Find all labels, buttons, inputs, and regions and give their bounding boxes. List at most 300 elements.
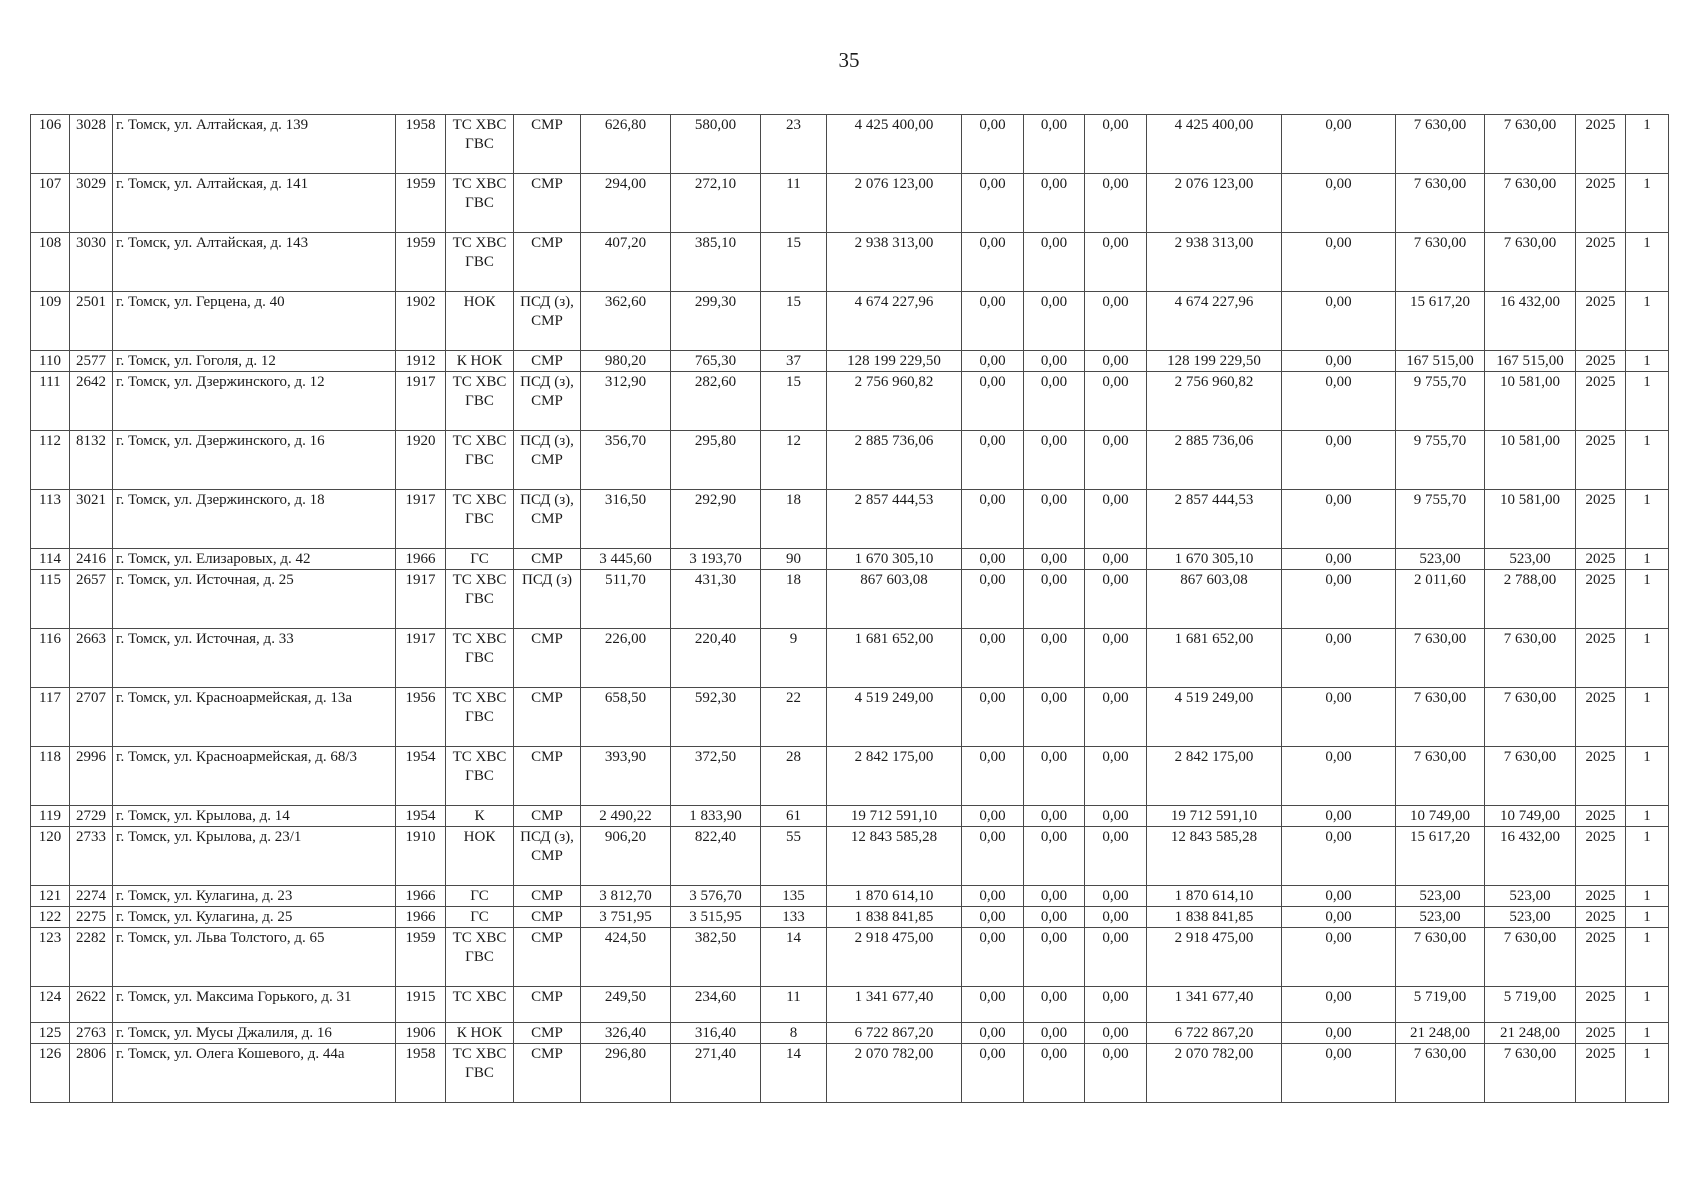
- residential-area-cell: 3 576,70: [671, 886, 761, 907]
- max-unit-cost-cell: 10 581,00: [1485, 431, 1576, 490]
- work-type-cell: СМР: [514, 115, 581, 174]
- build-year-cell: 1959: [396, 233, 446, 292]
- house-id-cell: 2501: [70, 292, 113, 351]
- fund-cell: 0,00: [1024, 987, 1085, 1023]
- total-cost-cell: 2 938 313,00: [827, 233, 962, 292]
- total-area-cell: 294,00: [581, 174, 671, 233]
- house-id-cell: 2733: [70, 827, 113, 886]
- build-year-cell: 1954: [396, 806, 446, 827]
- other-cost-cell: 0,00: [1282, 806, 1396, 827]
- residents-cell: 11: [761, 174, 827, 233]
- residents-cell: 15: [761, 233, 827, 292]
- residential-area-cell: 382,50: [671, 928, 761, 987]
- residents-cell: 15: [761, 292, 827, 351]
- build-year-cell: 1959: [396, 928, 446, 987]
- unit-cost-cell: 7 630,00: [1396, 174, 1485, 233]
- fund-cell: 0,00: [962, 1044, 1024, 1103]
- fund-cell: 0,00: [1024, 1044, 1085, 1103]
- unit-cost-cell: 15 617,20: [1396, 827, 1485, 886]
- other-cost-cell: 0,00: [1282, 886, 1396, 907]
- fund-cell: 0,00: [962, 570, 1024, 629]
- fund-cell: 0,00: [1024, 174, 1085, 233]
- fund-cell: 0,00: [1024, 570, 1085, 629]
- work-type-cell: СМР: [514, 688, 581, 747]
- other-cost-cell: 0,00: [1282, 747, 1396, 806]
- max-unit-cost-cell: 7 630,00: [1485, 747, 1576, 806]
- residents-cell: 23: [761, 115, 827, 174]
- residential-area-cell: 282,60: [671, 372, 761, 431]
- work-type-cell: СМР: [514, 747, 581, 806]
- house-id-cell: 3030: [70, 233, 113, 292]
- total-cost-cell: 1 870 614,10: [827, 886, 962, 907]
- plan-year-cell: 2025: [1576, 292, 1626, 351]
- max-unit-cost-cell: 7 630,00: [1485, 115, 1576, 174]
- work-type-cell: ПСД (з), СМР: [514, 292, 581, 351]
- owners-cost-cell: 2 885 736,06: [1147, 431, 1282, 490]
- fund-cell: 0,00: [1024, 629, 1085, 688]
- fund-cell: 0,00: [1024, 907, 1085, 928]
- total-cost-cell: 1 838 841,85: [827, 907, 962, 928]
- fund-cell: 0,00: [962, 629, 1024, 688]
- house-id-cell: 2657: [70, 570, 113, 629]
- owners-cost-cell: 128 199 229,50: [1147, 351, 1282, 372]
- address-cell: г. Томск, ул. Мусы Джалиля, д. 16: [113, 1023, 396, 1044]
- row-number-cell: 111: [31, 372, 70, 431]
- fund-cell: 0,00: [1085, 292, 1147, 351]
- residents-cell: 55: [761, 827, 827, 886]
- table-row: [31, 747, 1669, 806]
- owners-cost-cell: 4 674 227,96: [1147, 292, 1282, 351]
- row-number-cell: 125: [31, 1023, 70, 1044]
- work-type-cell: СМР: [514, 351, 581, 372]
- owners-cost-cell: 19 712 591,10: [1147, 806, 1282, 827]
- residential-area-cell: 316,40: [671, 1023, 761, 1044]
- plan-year-cell: 2025: [1576, 688, 1626, 747]
- unit-cost-cell: 21 248,00: [1396, 1023, 1485, 1044]
- house-id-cell: 2642: [70, 372, 113, 431]
- build-year-cell: 1966: [396, 549, 446, 570]
- fund-cell: 0,00: [1024, 372, 1085, 431]
- systems-cell: К НОК: [446, 1023, 514, 1044]
- residential-area-cell: 3 193,70: [671, 549, 761, 570]
- max-unit-cost-cell: 5 719,00: [1485, 987, 1576, 1023]
- other-cost-cell: 0,00: [1282, 570, 1396, 629]
- max-unit-cost-cell: 16 432,00: [1485, 292, 1576, 351]
- total-cost-cell: 19 712 591,10: [827, 806, 962, 827]
- table-row: [31, 806, 1669, 827]
- max-unit-cost-cell: 523,00: [1485, 886, 1576, 907]
- other-cost-cell: 0,00: [1282, 292, 1396, 351]
- max-unit-cost-cell: 523,00: [1485, 549, 1576, 570]
- systems-cell: ТС ХВС ГВС: [446, 570, 514, 629]
- plan-year-cell: 2025: [1576, 806, 1626, 827]
- total-area-cell: 980,20: [581, 351, 671, 372]
- unit-cost-cell: 7 630,00: [1396, 233, 1485, 292]
- table-row: [31, 886, 1669, 907]
- total-area-cell: 3 751,95: [581, 907, 671, 928]
- residents-cell: 12: [761, 431, 827, 490]
- row-number-cell: 114: [31, 549, 70, 570]
- other-cost-cell: 0,00: [1282, 987, 1396, 1023]
- row-number-cell: 108: [31, 233, 70, 292]
- row-number-cell: 122: [31, 907, 70, 928]
- work-type-cell: СМР: [514, 629, 581, 688]
- address-cell: г. Томск, ул. Олега Кошевого, д. 44а: [113, 1044, 396, 1103]
- residential-area-cell: 271,40: [671, 1044, 761, 1103]
- fund-cell: 0,00: [1085, 987, 1147, 1023]
- plan-year-cell: 2025: [1576, 827, 1626, 886]
- address-cell: г. Томск, ул. Льва Толстого, д. 65: [113, 928, 396, 987]
- fund-cell: 0,00: [962, 233, 1024, 292]
- systems-cell: ГС: [446, 549, 514, 570]
- fund-cell: 0,00: [962, 351, 1024, 372]
- residents-cell: 14: [761, 1044, 827, 1103]
- residents-cell: 9: [761, 629, 827, 688]
- total-cost-cell: 2 070 782,00: [827, 1044, 962, 1103]
- table-row: [31, 1023, 1669, 1044]
- other-cost-cell: 0,00: [1282, 490, 1396, 549]
- address-cell: г. Томск, ул. Красноармейская, д. 68/3: [113, 747, 396, 806]
- row-number-cell: 113: [31, 490, 70, 549]
- owners-cost-cell: 2 076 123,00: [1147, 174, 1282, 233]
- house-id-cell: 3028: [70, 115, 113, 174]
- total-area-cell: 362,60: [581, 292, 671, 351]
- max-unit-cost-cell: 7 630,00: [1485, 1044, 1576, 1103]
- fund-cell: 0,00: [962, 174, 1024, 233]
- house-id-cell: 2416: [70, 549, 113, 570]
- fund-cell: 0,00: [962, 806, 1024, 827]
- plan-year-cell: 2025: [1576, 1023, 1626, 1044]
- total-area-cell: 906,20: [581, 827, 671, 886]
- house-id-cell: 2763: [70, 1023, 113, 1044]
- owners-cost-cell: 2 938 313,00: [1147, 233, 1282, 292]
- table-row: [31, 907, 1669, 928]
- plan-year-cell: 2025: [1576, 570, 1626, 629]
- systems-cell: ТС ХВС ГВС: [446, 174, 514, 233]
- unit-cost-cell: 9 755,70: [1396, 490, 1485, 549]
- plan-year-cell: 2025: [1576, 629, 1626, 688]
- address-cell: г. Томск, ул. Кулагина, д. 23: [113, 886, 396, 907]
- build-year-cell: 1956: [396, 688, 446, 747]
- plan-year-cell: 2025: [1576, 747, 1626, 806]
- fund-cell: 0,00: [962, 292, 1024, 351]
- plan-year-cell: 2025: [1576, 907, 1626, 928]
- total-area-cell: 312,90: [581, 372, 671, 431]
- unit-cost-cell: 523,00: [1396, 886, 1485, 907]
- owners-cost-cell: 1 681 652,00: [1147, 629, 1282, 688]
- build-year-cell: 1959: [396, 174, 446, 233]
- plan-year-cell: 2025: [1576, 233, 1626, 292]
- work-type-cell: ПСД (з), СМР: [514, 372, 581, 431]
- unit-cost-cell: 9 755,70: [1396, 431, 1485, 490]
- row-number-cell: 110: [31, 351, 70, 372]
- total-area-cell: 2 490,22: [581, 806, 671, 827]
- row-number-cell: 123: [31, 928, 70, 987]
- row-number-cell: 115: [31, 570, 70, 629]
- fund-cell: 0,00: [1085, 629, 1147, 688]
- table-row: [31, 827, 1669, 886]
- total-cost-cell: 1 681 652,00: [827, 629, 962, 688]
- total-cost-cell: 2 918 475,00: [827, 928, 962, 987]
- fund-cell: 0,00: [1085, 1023, 1147, 1044]
- row-number-cell: 116: [31, 629, 70, 688]
- total-cost-cell: 1 341 677,40: [827, 987, 962, 1023]
- flag-cell: 1: [1626, 1023, 1669, 1044]
- flag-cell: 1: [1626, 549, 1669, 570]
- house-id-cell: 3021: [70, 490, 113, 549]
- unit-cost-cell: 10 749,00: [1396, 806, 1485, 827]
- fund-cell: 0,00: [1024, 115, 1085, 174]
- fund-cell: 0,00: [962, 372, 1024, 431]
- flag-cell: 1: [1626, 115, 1669, 174]
- work-type-cell: ПСД (з), СМР: [514, 827, 581, 886]
- max-unit-cost-cell: 7 630,00: [1485, 629, 1576, 688]
- total-area-cell: 249,50: [581, 987, 671, 1023]
- plan-year-cell: 2025: [1576, 351, 1626, 372]
- fund-cell: 0,00: [1024, 928, 1085, 987]
- fund-cell: 0,00: [962, 1023, 1024, 1044]
- plan-year-cell: 2025: [1576, 886, 1626, 907]
- total-cost-cell: 2 857 444,53: [827, 490, 962, 549]
- row-number-cell: 118: [31, 747, 70, 806]
- plan-year-cell: 2025: [1576, 1044, 1626, 1103]
- unit-cost-cell: 5 719,00: [1396, 987, 1485, 1023]
- work-type-cell: СМР: [514, 174, 581, 233]
- other-cost-cell: 0,00: [1282, 928, 1396, 987]
- fund-cell: 0,00: [1085, 747, 1147, 806]
- residential-area-cell: 272,10: [671, 174, 761, 233]
- owners-cost-cell: 867 603,08: [1147, 570, 1282, 629]
- build-year-cell: 1958: [396, 115, 446, 174]
- other-cost-cell: 0,00: [1282, 629, 1396, 688]
- build-year-cell: 1954: [396, 747, 446, 806]
- fund-cell: 0,00: [1085, 570, 1147, 629]
- total-area-cell: 3 445,60: [581, 549, 671, 570]
- table-row: [31, 987, 1669, 1023]
- other-cost-cell: 0,00: [1282, 907, 1396, 928]
- table-body: [31, 115, 1669, 1103]
- plan-year-cell: 2025: [1576, 928, 1626, 987]
- systems-cell: ТС ХВС ГВС: [446, 115, 514, 174]
- max-unit-cost-cell: 10 581,00: [1485, 490, 1576, 549]
- max-unit-cost-cell: 21 248,00: [1485, 1023, 1576, 1044]
- total-area-cell: 326,40: [581, 1023, 671, 1044]
- total-area-cell: 226,00: [581, 629, 671, 688]
- owners-cost-cell: 2 756 960,82: [1147, 372, 1282, 431]
- unit-cost-cell: 7 630,00: [1396, 928, 1485, 987]
- owners-cost-cell: 12 843 585,28: [1147, 827, 1282, 886]
- total-cost-cell: 2 842 175,00: [827, 747, 962, 806]
- row-number-cell: 106: [31, 115, 70, 174]
- plan-year-cell: 2025: [1576, 115, 1626, 174]
- max-unit-cost-cell: 523,00: [1485, 907, 1576, 928]
- house-id-cell: 2275: [70, 907, 113, 928]
- residents-cell: 14: [761, 928, 827, 987]
- build-year-cell: 1917: [396, 372, 446, 431]
- fund-cell: 0,00: [962, 115, 1024, 174]
- total-area-cell: 316,50: [581, 490, 671, 549]
- flag-cell: 1: [1626, 806, 1669, 827]
- residential-area-cell: 765,30: [671, 351, 761, 372]
- fund-cell: 0,00: [962, 907, 1024, 928]
- other-cost-cell: 0,00: [1282, 174, 1396, 233]
- work-type-cell: ПСД (з): [514, 570, 581, 629]
- address-cell: г. Томск, ул. Источная, д. 25: [113, 570, 396, 629]
- table-row: [31, 688, 1669, 747]
- other-cost-cell: 0,00: [1282, 827, 1396, 886]
- fund-cell: 0,00: [1024, 827, 1085, 886]
- flag-cell: 1: [1626, 174, 1669, 233]
- address-cell: г. Томск, ул. Красноармейская, д. 13а: [113, 688, 396, 747]
- address-cell: г. Томск, ул. Крылова, д. 14: [113, 806, 396, 827]
- owners-cost-cell: 2 918 475,00: [1147, 928, 1282, 987]
- residents-cell: 11: [761, 987, 827, 1023]
- build-year-cell: 1917: [396, 570, 446, 629]
- fund-cell: 0,00: [1085, 928, 1147, 987]
- flag-cell: 1: [1626, 987, 1669, 1023]
- fund-cell: 0,00: [1024, 1023, 1085, 1044]
- unit-cost-cell: 7 630,00: [1396, 688, 1485, 747]
- house-id-cell: 2729: [70, 806, 113, 827]
- work-type-cell: СМР: [514, 907, 581, 928]
- residential-area-cell: 1 833,90: [671, 806, 761, 827]
- flag-cell: 1: [1626, 292, 1669, 351]
- build-year-cell: 1966: [396, 886, 446, 907]
- row-number-cell: 120: [31, 827, 70, 886]
- max-unit-cost-cell: 167 515,00: [1485, 351, 1576, 372]
- systems-cell: К НОК: [446, 351, 514, 372]
- address-cell: г. Томск, ул. Крылова, д. 23/1: [113, 827, 396, 886]
- total-cost-cell: 2 756 960,82: [827, 372, 962, 431]
- fund-cell: 0,00: [1024, 886, 1085, 907]
- residential-area-cell: 592,30: [671, 688, 761, 747]
- flag-cell: 1: [1626, 351, 1669, 372]
- flag-cell: 1: [1626, 688, 1669, 747]
- row-number-cell: 124: [31, 987, 70, 1023]
- residential-area-cell: 234,60: [671, 987, 761, 1023]
- total-cost-cell: 2 885 736,06: [827, 431, 962, 490]
- total-area-cell: 658,50: [581, 688, 671, 747]
- total-area-cell: 296,80: [581, 1044, 671, 1103]
- build-year-cell: 1912: [396, 351, 446, 372]
- fund-cell: 0,00: [1085, 490, 1147, 549]
- fund-cell: 0,00: [962, 549, 1024, 570]
- work-type-cell: СМР: [514, 928, 581, 987]
- table-row: [31, 174, 1669, 233]
- row-number-cell: 109: [31, 292, 70, 351]
- unit-cost-cell: 7 630,00: [1396, 629, 1485, 688]
- other-cost-cell: 0,00: [1282, 1023, 1396, 1044]
- unit-cost-cell: 2 011,60: [1396, 570, 1485, 629]
- flag-cell: 1: [1626, 490, 1669, 549]
- max-unit-cost-cell: 10 581,00: [1485, 372, 1576, 431]
- systems-cell: НОК: [446, 827, 514, 886]
- address-cell: г. Томск, ул. Дзержинского, д. 16: [113, 431, 396, 490]
- work-type-cell: СМР: [514, 987, 581, 1023]
- other-cost-cell: 0,00: [1282, 549, 1396, 570]
- address-cell: г. Томск, ул. Алтайская, д. 143: [113, 233, 396, 292]
- residential-area-cell: 431,30: [671, 570, 761, 629]
- residential-area-cell: 580,00: [671, 115, 761, 174]
- total-area-cell: 3 812,70: [581, 886, 671, 907]
- house-id-cell: 2622: [70, 987, 113, 1023]
- plan-year-cell: 2025: [1576, 431, 1626, 490]
- address-cell: г. Томск, ул. Дзержинского, д. 18: [113, 490, 396, 549]
- unit-cost-cell: 7 630,00: [1396, 1044, 1485, 1103]
- work-type-cell: ПСД (з), СМР: [514, 431, 581, 490]
- systems-cell: К: [446, 806, 514, 827]
- unit-cost-cell: 7 630,00: [1396, 747, 1485, 806]
- plan-year-cell: 2025: [1576, 987, 1626, 1023]
- fund-cell: 0,00: [962, 886, 1024, 907]
- work-type-cell: СМР: [514, 1023, 581, 1044]
- residential-area-cell: 220,40: [671, 629, 761, 688]
- residents-cell: 61: [761, 806, 827, 827]
- table-row: [31, 351, 1669, 372]
- unit-cost-cell: 9 755,70: [1396, 372, 1485, 431]
- flag-cell: 1: [1626, 431, 1669, 490]
- flag-cell: 1: [1626, 928, 1669, 987]
- systems-cell: ТС ХВС ГВС: [446, 629, 514, 688]
- build-year-cell: 1917: [396, 490, 446, 549]
- fund-cell: 0,00: [1085, 907, 1147, 928]
- residents-cell: 18: [761, 490, 827, 549]
- build-year-cell: 1906: [396, 1023, 446, 1044]
- fund-cell: 0,00: [1085, 431, 1147, 490]
- total-cost-cell: 1 670 305,10: [827, 549, 962, 570]
- fund-cell: 0,00: [1024, 233, 1085, 292]
- residential-area-cell: 822,40: [671, 827, 761, 886]
- table-row: [31, 233, 1669, 292]
- build-year-cell: 1958: [396, 1044, 446, 1103]
- house-id-cell: 2996: [70, 747, 113, 806]
- build-year-cell: 1915: [396, 987, 446, 1023]
- residential-area-cell: 385,10: [671, 233, 761, 292]
- build-year-cell: 1920: [396, 431, 446, 490]
- fund-cell: 0,00: [1085, 886, 1147, 907]
- fund-cell: 0,00: [1024, 351, 1085, 372]
- fund-cell: 0,00: [1085, 549, 1147, 570]
- residential-area-cell: 3 515,95: [671, 907, 761, 928]
- total-area-cell: 407,20: [581, 233, 671, 292]
- fund-cell: 0,00: [962, 490, 1024, 549]
- unit-cost-cell: 15 617,20: [1396, 292, 1485, 351]
- plan-year-cell: 2025: [1576, 372, 1626, 431]
- other-cost-cell: 0,00: [1282, 351, 1396, 372]
- address-cell: г. Томск, ул. Гоголя, д. 12: [113, 351, 396, 372]
- fund-cell: 0,00: [962, 688, 1024, 747]
- flag-cell: 1: [1626, 629, 1669, 688]
- max-unit-cost-cell: 7 630,00: [1485, 928, 1576, 987]
- max-unit-cost-cell: 2 788,00: [1485, 570, 1576, 629]
- residential-area-cell: 295,80: [671, 431, 761, 490]
- flag-cell: 1: [1626, 827, 1669, 886]
- row-number-cell: 119: [31, 806, 70, 827]
- address-cell: г. Томск, ул. Алтайская, д. 139: [113, 115, 396, 174]
- other-cost-cell: 0,00: [1282, 372, 1396, 431]
- fund-cell: 0,00: [962, 928, 1024, 987]
- fund-cell: 0,00: [962, 431, 1024, 490]
- max-unit-cost-cell: 7 630,00: [1485, 233, 1576, 292]
- residents-cell: 37: [761, 351, 827, 372]
- table-row: [31, 549, 1669, 570]
- residents-cell: 133: [761, 907, 827, 928]
- fund-cell: 0,00: [1024, 431, 1085, 490]
- systems-cell: ТС ХВС: [446, 987, 514, 1023]
- fund-cell: 0,00: [1024, 490, 1085, 549]
- table-row: [31, 629, 1669, 688]
- systems-cell: НОК: [446, 292, 514, 351]
